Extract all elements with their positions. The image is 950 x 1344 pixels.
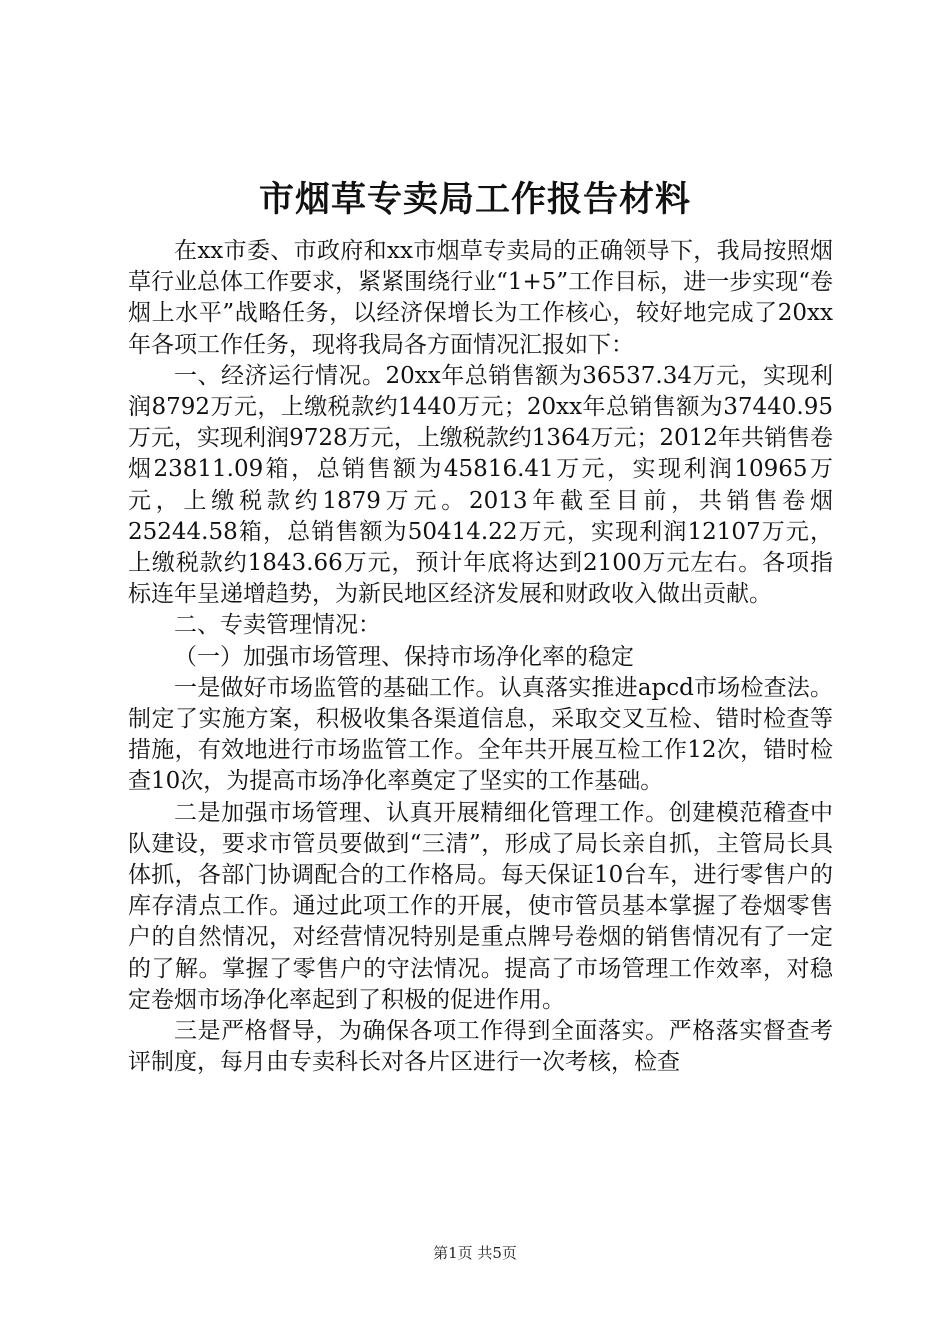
paragraph-point-three: 三是严格督导，为确保各项工作得到全面落实。严格落实督查考评制度，每月由专卖科长对各片区进行一次考核，检查 <box>128 1018 833 1076</box>
paragraph-point-two: 二是加强市场管理、认真开展精细化管理工作。创建模范稽查中队建设，要求市管员要做到“三清”，形成了局长亲自抓，主管局长具体抓，各部门协调配合的工作格局。每天保证10台车，进行零售户的库存清点工作。通过此项工作的开展，使市管员基本掌握了卷烟零售户的自然情况，对经营情况特别是重点牌号卷烟的销售情况有了一定的了解。掌握了零售户的守法情况。提高了市场管理工作效率，对稳定卷烟市场净化率起到了积极的促进作用。 <box>128 799 833 1013</box>
document-body <box>128 236 833 1078</box>
paragraph-point-one: 一是做好市场监管的基础工作。认真落实推进apcd市场检查法。制定了实施方案，积极收集各渠道信息，采取交叉互检、错时检查等措施，有效地进行市场监管工作。全年共开展互检工作12次，错时检查10次，为提高市场净化率奠定了坚实的工作基础。 <box>128 674 833 795</box>
paragraph-intro: 在xx市委、市政府和xx市烟草专卖局的正确领导下，我局按照烟草行业总体工作要求，紧紧围绕行业“1+5”工作目标，进一步实现“卷烟上水平”战略任务，以经济保增长为工作核心，较好地完成了20xx年各项工作任务，现将我局各方面情况汇报如下： <box>128 238 833 358</box>
page-number-footer: 第1页 共5页 <box>433 1244 517 1262</box>
paragraph-market-management-heading: （一）加强市场管理、保持市场净化率的稳定 <box>174 643 634 670</box>
paragraph-monopoly-heading: 二、专卖管理情况： <box>174 612 381 639</box>
document-title: 市烟草专卖局工作报告材料 <box>258 179 691 220</box>
paragraph-economic-operation: 一、经济运行情况。20xx年总销售额为36537.34万元，实现利润8792万元，上缴税款约1440万元；20xx年总销售额为37440.95万元，实现利润9728万元，上缴税款约1364万元；2012年共销售卷烟23811.09箱，总销售额为45816.41万元，实现利润10965万元，上缴税款约1879万元。2013年截至目前，共销售卷烟25244.58箱，总销售额为50414.22万元，实现利润12107万元，上缴税款约1843.66万元，预计年底将达到2100万元左右。各项指标连年呈递增趋势，为新民地区经济发展和财政收入做出贡献。 <box>128 362 833 608</box>
